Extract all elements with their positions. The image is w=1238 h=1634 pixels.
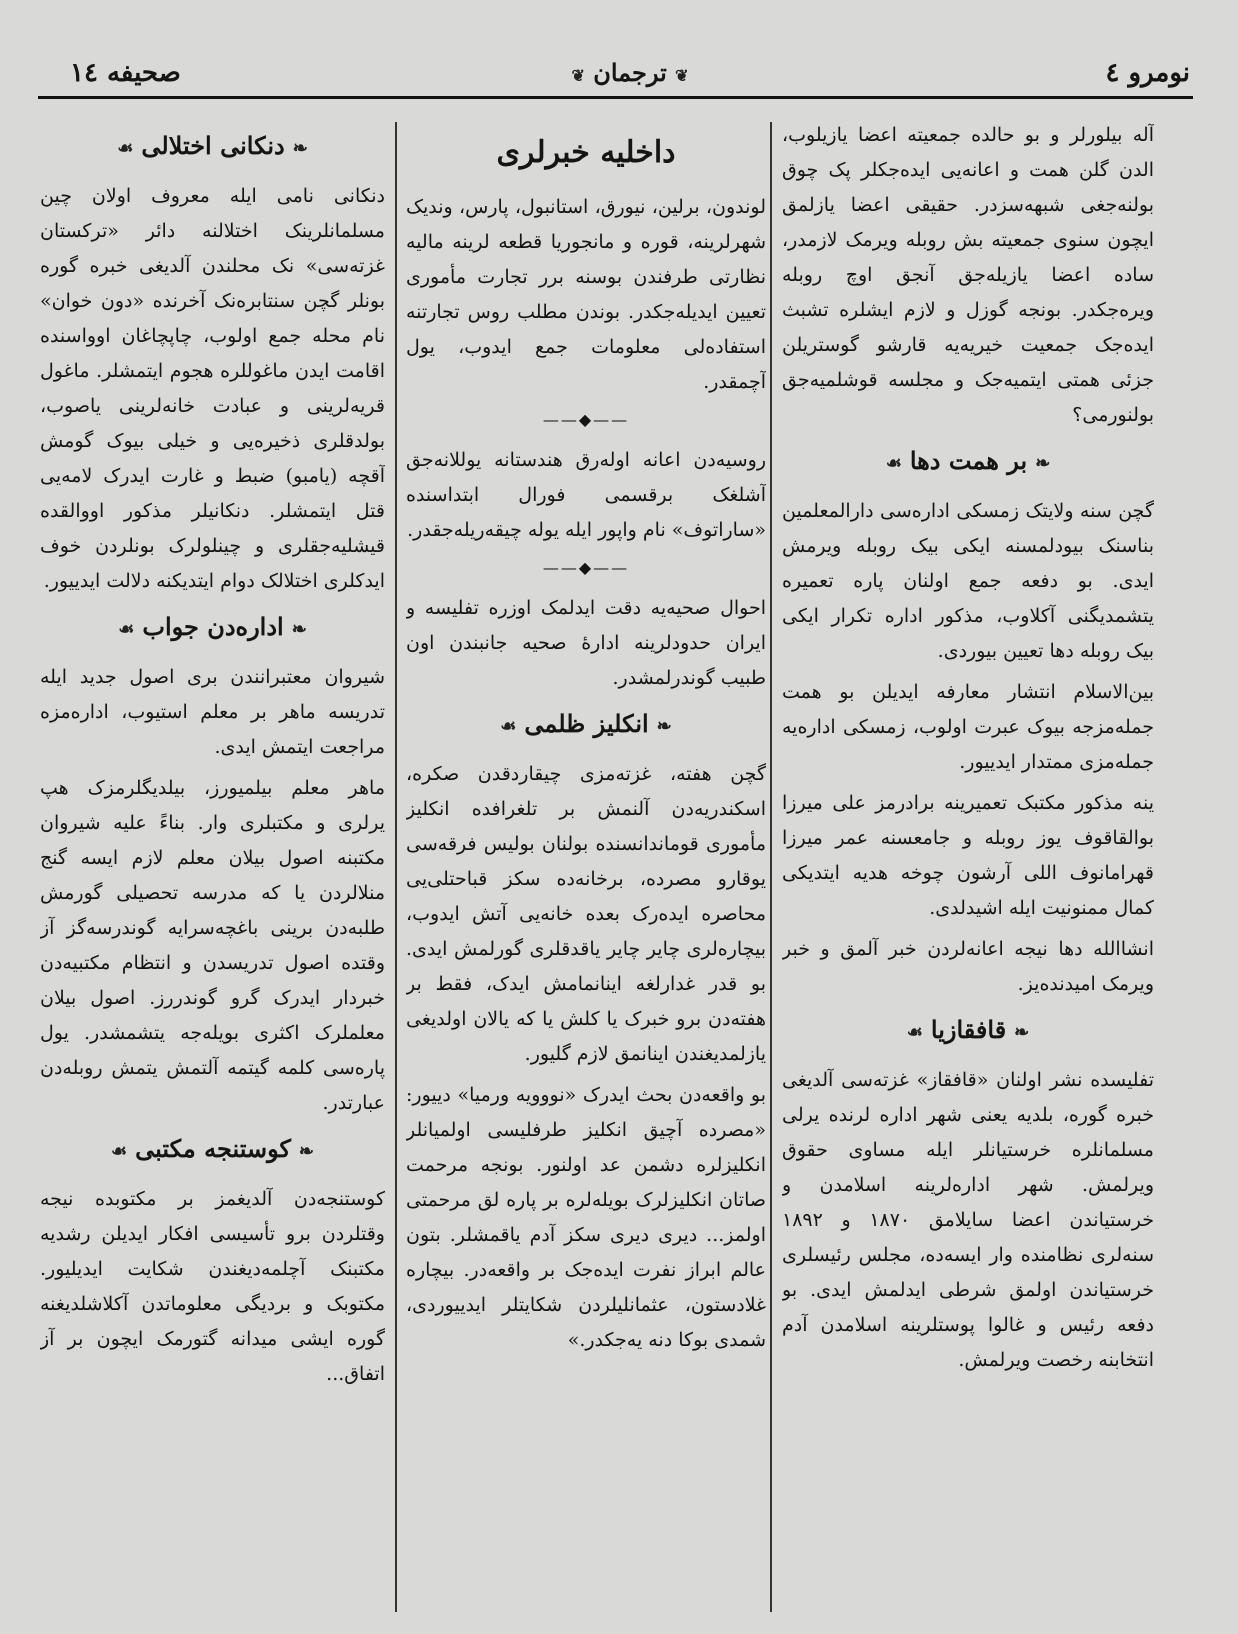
column-right [782,118,1154,1618]
column-rule [770,122,772,1612]
article-heading [782,1010,1154,1053]
article-text: آله بیلورلر و بو حالده جمعیته اعضا یازیلوب، الدن گلن همت و اعانه‌یی ایده‌جکلر پک چوق بولنه‌جغی شبهه‌سزدر. حقیقی اعضا یازلمق ایچون سنوی جمعیته بش روبله ویرمک لازمدر، ساده اعضا یازیله‌جق آنجق اوچ روبله ویره‌جکدر. بونجه گوزل و لازم ایشلره تشبث ایده‌جک جمعیت خیریه‌یه قارشو گوستریلن جزئی همتی ایتمیه‌جک و مجلسه قوشلمیه‌جق بولنورمی؟ [782,124,1154,426]
article-text: گچن هفته، غزته‌مزی چیقاردقدن صکره، اسکندریه‌دن آلنمش بر تلغرافده انکلیز مأموری قوماندانسنده بولنان بولیس فرقه‌سی یوقارو مصرده، برخانه‌ده سکز قباحتلی‌یی محاصره ایده‌رک بعده خانه‌یی آتش ایدوب، بیچاره‌لری چایر چایر یاقدقلری گورلمش ایدی. بو قدر غدارلغه اینانمامش ایدک، فقط بر هفته‌دن برو خبرک یا کلش یا که یالان اولدیغی یازلمدیغندن اینانمق لازم گلیور. [406,763,766,1065]
ornament-icon: ❧ [298,1141,314,1162]
article-heading [40,1129,385,1172]
page-header [40,58,1190,94]
ornament-icon: ❧ [1035,453,1051,474]
ornament-icon: ❦ [571,66,585,85]
column-left [40,118,385,1618]
ornament-icon: ☙ [885,453,902,474]
ornament-icon: ❧ [291,619,307,640]
ornament-icon: ❧ [656,716,672,737]
article-text: ینه مذکور مکتبک تعمیرینه برادرمز علی میرزا بوالقاقوف یوز روبله و جامعسنه عمر میرزا قهرامانوف اللی آرشون چوخه هدیه ایتدیکی کمال ممنونیت ایله اشیدلدی. [782,792,1154,919]
heading-text: اداره‌دن جواب [142,612,284,641]
article-text: بو واقعه‌دن بحث ایدرک «نوو‌ویه ورمیا» دییور: «مصرده آچیق انکلیز طرفلیسی اولمیانلر انکلیزلره دشمن عد اولنور. بونجه مرحمت صاتان انکلیزلرک بویله‌لره بر پاره لق مرحمتی اولمز... دیری دیری سکز آدم یاقمشلر. بتون عالم ابراز نفرت ایده‌جک بر واقعه‌در. بیچاره غلادستون، عثمانلیلردن شکایتلر ایدییوردی، شمدی بوکا دنه یه‌جکدر.» [406,1084,766,1351]
ornament-icon: ❧ [1014,1022,1030,1043]
article-text: دنکانی نامی ایله معروف اولان چین مسلمانلرینک اختلالنه دائر «ترکستان غزته‌سی» نک محلندن آلدیغی خبره گوره بونلر گچن سنتابرەنک آخرنده «دون خوان» نام محله جمع اولوب، چاپچاغان اوواسنده اقامت ایدن ماغوللره هجوم ایتمشلر. ماغول قریه‌لرینی و عبادت خانه‌لرینی یاصوب، بولدقلری ذخیره‌یی و خیلی بیوک گومش آقچه (یامبو) ضبط و غارت ایدرک لامه‌یی قتل ایتمشلر. دنکانیلر مذکور اووالقده قیشلیه‌جقلری و چینلولرک بونلردن خوف ایدکلری اختلالک دوام ایتدیکنه دلالت ایدییور. [40,185,385,592]
article-text: روسیه‌دن اعانه اولەرق هندستانه یوللانه‌جق آشلغک برقسمی فورال ابتداسنده «ساراتوف» نام واپور ایله یوله چیقه‌ریله‌جقدر. [406,449,766,541]
divider-diamond-icon: ——◆—— [542,558,630,577]
article-text: بین‌الاسلام انتشار معارفه ایدیلن بو همت جمله‌مزجه بیوک عبرت اولوب، زمسکی اداره‌یه جمله‌مزی ممتدار ایدییور. [782,681,1154,773]
header-rule [38,96,1193,99]
heading-text: انکلیز ظلمی [524,709,649,738]
article-heading [40,126,385,169]
article-heading [40,607,385,650]
masthead-title [560,58,700,87]
ornament-icon: ☙ [117,138,134,159]
article-text: ماهر معلم بیلمیورز، بیلدیگلرمزک هپ یرلری و مکتبلری وار. بناءً علیه شیروان مکتبنه اصول بیلان معلم لازم ایسه گنج منلالردن یا که مدرسه تحصیلی گورمش طلبه‌دن برینی باغچه‌سرایه گوندرسه‌گز آز وقتده اصول تدریسدن و انتظام مکتبیه‌دن خبردار ایدرک گرو گوندررز. اصول بیلان معلملرک اکثری بویله‌جه یتشمشدر. یول پاره‌سی کلمه گیتمه آلتمش یتمش روبله‌دن عبارتدر. [40,777,385,1114]
article-text: تفلیسده نشر اولنان «قافقاز» غزته‌سی آلدیغی خبره گوره، بلدیه یعنی شهر اداره لرنده یرلی مسلمانلره خرستیانلر ایله مساوی حقوق ویرلمش. شهر اداره‌لرینه اسلامدن و خرستیاندن اعضا سایلامق ١٨٧٠ و ١٨٩٢ سنه‌لری نظامنده وار ایسه‌ده، مجلس رئیسلری خرستیاندن اولمق شرطی ایدلمش ایدی. بو دفعه رئیس و غالوا پوستلرینه اسلامدن آدم انتخابنه رخصت ویرلمش. [782,1069,1154,1371]
article-heading [782,441,1154,484]
article-text: گچن سنه ولایتک زمسکی اداره‌سی دارالمعلمین بناسنک بیودلمسنه ایکی بیک روبله ویرمش ایدی. بو دفعه جمع اولنان پاره تعمیره یتشمدیگنی آکلاوب، مذکور اداره تکرار ایکی بیک روبله دها تعیین بیوردی. [782,500,1154,662]
article-text: احوال صحیه‌یه دقت ایدلمک اوزره تفلیسه و ایران حدودلرینه ادارهٔ صحیه جانبندن اون طبیب گوندرلمشدر. [406,597,766,689]
heading-text: کوستنجه مکتبی [135,1134,291,1163]
article-text: انشاالله دها نیجه اعانه‌لردن خبر آلمق و خبر ویرمک امیدنده‌یز. [782,938,1154,995]
ornament-icon: ☙ [906,1022,923,1043]
ornament-icon: ❧ [292,138,308,159]
heading-text: دنکانی اختلالی [141,131,285,160]
page-number: صحیفه ١٤ [70,58,181,88]
ornament-icon: ☙ [500,716,517,737]
article-text: کوستنجه‌دن آلدیغمز بر مکتوبده نیجه وقتلردن برو تأسیسی افکار ایدیلن رشدیه مکتبنک آچلمه‌دیغندن شکایت ایدیلیور. مکتوبک و بردیگی معلوماتدن آکلاشلدیغنه گوره ایشی میدانه گتورمک ایچون بر آز اتفاق... [40,1188,385,1385]
article-text: شیروان معتبرانندن بری اصول جدید ایله تدریسه ماهر بر معلم استیوب، اداره‌مزه مراجعت ایتمش ایدی. [40,666,385,758]
ornament-icon: ☙ [118,619,135,640]
ornament-icon: ☙ [111,1141,128,1162]
heading-text: قافقازیا [930,1015,1007,1044]
heading-text: بر همت دها [909,446,1028,475]
column-middle [406,118,766,1618]
issue-number: نومرو ٤ [1105,58,1190,88]
section-title: داخلیه خبرلری [496,135,676,170]
divider-diamond-icon: ——◆—— [542,410,630,429]
article-text: لوندون، برلین، نیورق، استانبول، پارس، وندیک شهرلرینه، قوره و مانجوریا قطعه لرینه مالیه نظارتی طرفندن بوسنه برر تجارت مأموری تعیین ایدیله‌جکدر. بوندن مطلب روس تجارتنه استفاده‌لی معلومات جمع ایدوب، یول آچمقدر. [406,196,766,393]
article-heading [406,704,766,747]
ornament-icon: ❦ [675,66,689,85]
column-rule [395,122,397,1612]
masthead-text: ترجمان [593,58,667,87]
